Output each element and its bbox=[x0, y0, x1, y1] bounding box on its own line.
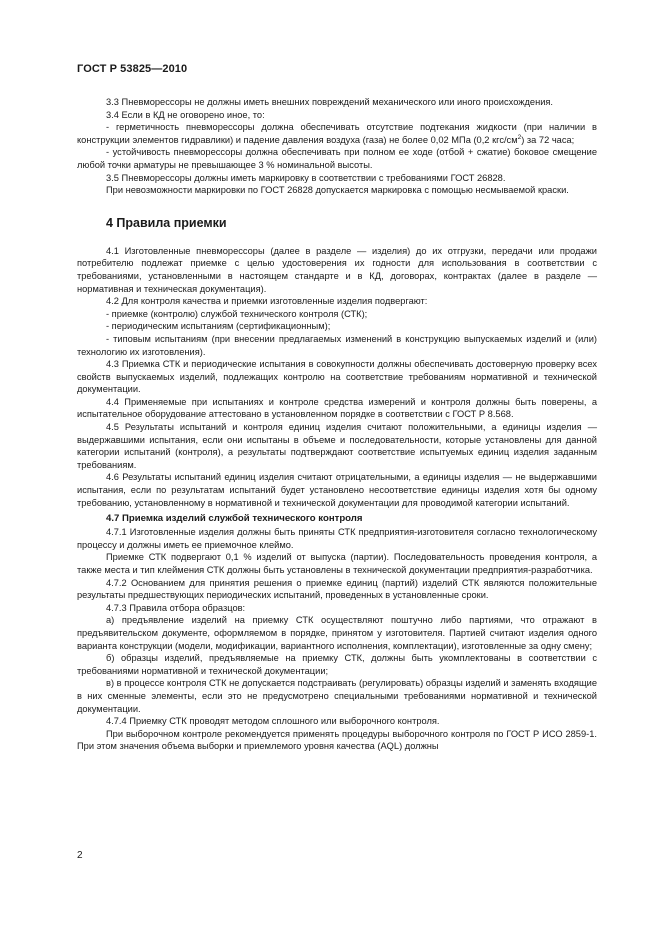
paragraph: 4.7.2 Основанием для принятия решения о приемке единиц (партий) изделий СТК являются положительные результаты предшествующих периодических испытаний, проведенных в установленные сроки. bbox=[77, 577, 597, 601]
document-body bbox=[77, 96, 597, 753]
paragraph: - периодическим испытаниям (сертификационным); bbox=[106, 321, 331, 332]
paragraph: а) предъявление изделий на приемку СТК осуществляют поштучно либо партиями, что отражают в предъявительском документе, оформляемом в порядке, принятом у изготовителя. Партией считают изделия одного варианта конструкции (модели, модификации, вариантного исполнения, комплектации), изготовленные за одну смену; bbox=[77, 615, 597, 651]
document-header: ГОСТ Р 53825—2010 bbox=[77, 63, 188, 75]
paragraph: При выборочном контроле рекомендуется применять процедуры выборочного контроля по ГОСТ Р ИСО 2859-1. При этом значения объема выборки и приемлемого уровня качества (AQL) должны bbox=[77, 728, 597, 752]
paragraph: в) в процессе контроля СТК не допускается подстраивать (регулировать) образцы изделий и заменять входящие в них сменные элементы, если это не предусмотрено специальными требованиями нормативной и технической документации. bbox=[77, 678, 597, 714]
paragraph: 4.5 Результаты испытаний и контроля единиц изделия считают положительными, а единицы изделия — выдержавшими испытания, если они испытаны в объеме и последовательности, которые установлены для данной категории испытаний (контроля), а результаты подтверждают соответствие испытуемых единиц изделия заданным требованиям. bbox=[77, 422, 597, 470]
paragraph: - типовым испытаниям (при внесении предлагаемых изменений в конструкцию выпускаемых изделий и (или) технологию их изготовления). bbox=[77, 333, 597, 357]
paragraph bbox=[77, 121, 597, 146]
paragraph: 4.1 Изготовленные пневморессоры (далее в разделе — изделия) до их отгрузки, передачи или продажи потребителю подлежат приемке с целью удостоверения их годности для использования в соответствии с требованиями, установленными в настоящем стандарте и в КД, договорах, контрактах (далее в разделе — нормативная и техническая документация). bbox=[77, 245, 597, 294]
paragraph: б) образцы изделий, предъявляемые на приемку СТК, должны быть укомплектованы в соответствии с требованиями нормативной и технической документации; bbox=[77, 653, 597, 676]
paragraph: 4.6 Результаты испытаний единиц изделия считают отрицательными, а единицы изделия — не выдержавшими испытания, если по результатам испытаний будет установлено несоответствие единицы изделия хотя бы одному требованию, установленному в нормативной и технической документации для проводимой категории испытаний. bbox=[77, 472, 597, 508]
paragraph: 4.2 Для контроля качества и приемки изготовленные изделия подвергают: bbox=[106, 296, 428, 307]
paragraph: 4.7.3 Правила отбора образцов: bbox=[106, 602, 246, 613]
paragraph: - устойчивость пневморессоры должна обеспечивать при полном ее ходе (отбой + сжатие) боковое смещение любой точки арматуры не превышающее 3 % номинальной высоты. bbox=[77, 147, 597, 170]
paragraph: 3.5 Пневморессоры должны иметь маркировку в соответствии с требованиями ГОСТ 26828. bbox=[106, 172, 506, 183]
paragraph: 4.3 Приемка СТК и периодические испытания в совокупности должны обеспечивать достоверную проверку всех свойств выпускаемых изделий, подлежащих контролю на соответствие требованиям нормативной и технической документации. bbox=[77, 359, 597, 395]
section-heading: 4 Правила приемки bbox=[106, 215, 227, 230]
page-number: 2 bbox=[77, 850, 83, 861]
subsection-heading: 4.7 Приемка изделий службой технического контроля bbox=[106, 513, 363, 525]
paragraph: - приемке (контролю) службой технического контроля (СТК); bbox=[106, 308, 368, 319]
paragraph: 4.7.1 Изготовленные изделия должны быть приняты СТК предприятия-изготовителя согласно технологическому процессу и должны иметь ее приемочное клеймо. bbox=[77, 527, 597, 550]
paragraph: 3.3 Пневморессоры не должны иметь внешних повреждений механического или иного происхождения. bbox=[106, 97, 554, 107]
paragraph: При невозможности маркировки по ГОСТ 26828 допускается маркировка с помощью несмываемой краски. bbox=[106, 185, 569, 196]
paragraph: 4.4 Применяемые при испытаниях и контроле средства измерений и контроля должны быть поверены, а испытательное оборудование аттестовано в установленном порядке в соответствии с ГОСТ Р 8.568. bbox=[77, 396, 597, 420]
paragraph: 4.7.4 Приемку СТК проводят методом сплошного или выборочного контроля. bbox=[106, 716, 440, 727]
paragraph: 3.4 Если в КД не оговорено иное, то: bbox=[106, 109, 265, 120]
paragraph-text: - герметичность пневморессоры должна обеспечивать отсутствие подтекания жидкости (при наличии в конструкции элементов гидравлики) и падение давления воздуха (газа) не более 0,02 МПа (0,2 кгс/см bbox=[77, 122, 597, 145]
paragraph: Приемке СТК подвергают 0,1 % изделий от выпуска (партии). Последовательность проведения контроля, а также места и тип клеймения СТК должны быть установлены в технической документации предприятия-разработчика. bbox=[77, 552, 597, 575]
superscript: 2 bbox=[517, 133, 522, 141]
paragraph-text-tail: ) за 72 часа; bbox=[521, 134, 575, 145]
